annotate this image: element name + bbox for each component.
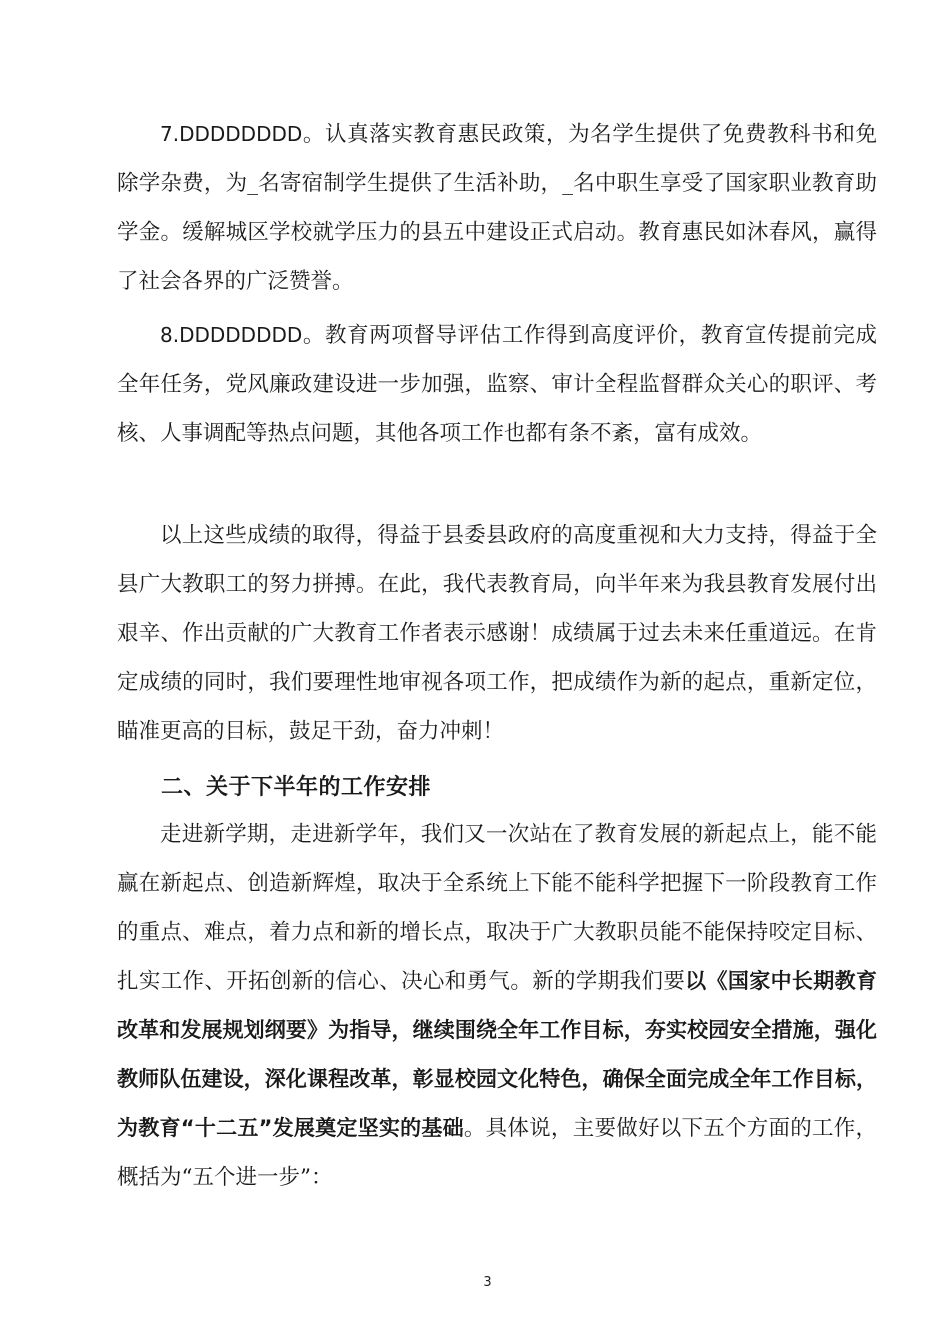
closing-lead: 走进新学期，走进新学年，我们又一次站在了教育发展的新起点上，能不能赢在新起点、创造新辉煌，取决于全系统上下能不能科学把握下一阶段教育工作的重点、难点，着力点和新的增长点，取决于广大教职员能不能保持咬定目标、扎实工作、开拓创新的信心、决心和勇气。新的学期我们要 xyxy=(117,822,877,994)
item-7-text: 。认真落实教育惠民政策，为名学生提供了免费教科书和免除学杂费，为_名寄宿制学生提供了生活补助，_名中职生享受了国家职业教育助学金。缓解城区学校就学压力的县五中建设正式启动。教育惠民如沐春风，赢得了社会各界的广泛赞誉。 xyxy=(117,122,877,294)
item-8-text: 。教育两项督导评估工作得到高度评价，教育宣传提前完成全年任务，党风廉政建设进一步加强，监察、审计全程监督群众关心的职评、考核、人事调配等热点问题，其他各项工作也都有条不紊，富有成效。 xyxy=(117,323,877,446)
paragraph-closing xyxy=(117,810,877,1202)
paragraph-item-7 xyxy=(117,110,877,306)
closing-emphasis: 以《国家中长期教育改革和发展规划纲要》为指导，继续围绕全年工作目标，夯实校园安全措施，强化教师队伍建设，深化课程改革，彰显校园文化特色，确保全面完成全年工作目标，为教育“十二五”发展奠定坚实的基础 xyxy=(117,969,877,1140)
item-8-number: 8.DDDDDDDD xyxy=(160,323,303,347)
closing-tail: 。具体说，主要做好以下五个方面的工作，概括为“五个进一步”： xyxy=(117,1116,877,1190)
section-heading: 二、关于下半年的工作安排 xyxy=(161,775,432,800)
item-7-number: 7.DDDDDDDD xyxy=(160,122,303,146)
paragraph-thanks: 以上这些成绩的取得，得益于县委县政府的高度重视和大力支持，得益于全县广大教职工的努力拼搏。在此，我代表教育局，向半年来为我县教育发展付出艰辛、作出贡献的广大教育工作者表示感谢！成绩属于过去未来任重道远。在肯定成绩的同时，我们要理性地审视各项工作，把成绩作为新的起点，重新定位，瞄准更高的目标，鼓足干劲，奋力冲刺！ xyxy=(117,523,877,744)
paragraph-item-8 xyxy=(117,311,877,458)
page-number: 3 xyxy=(483,1275,492,1290)
